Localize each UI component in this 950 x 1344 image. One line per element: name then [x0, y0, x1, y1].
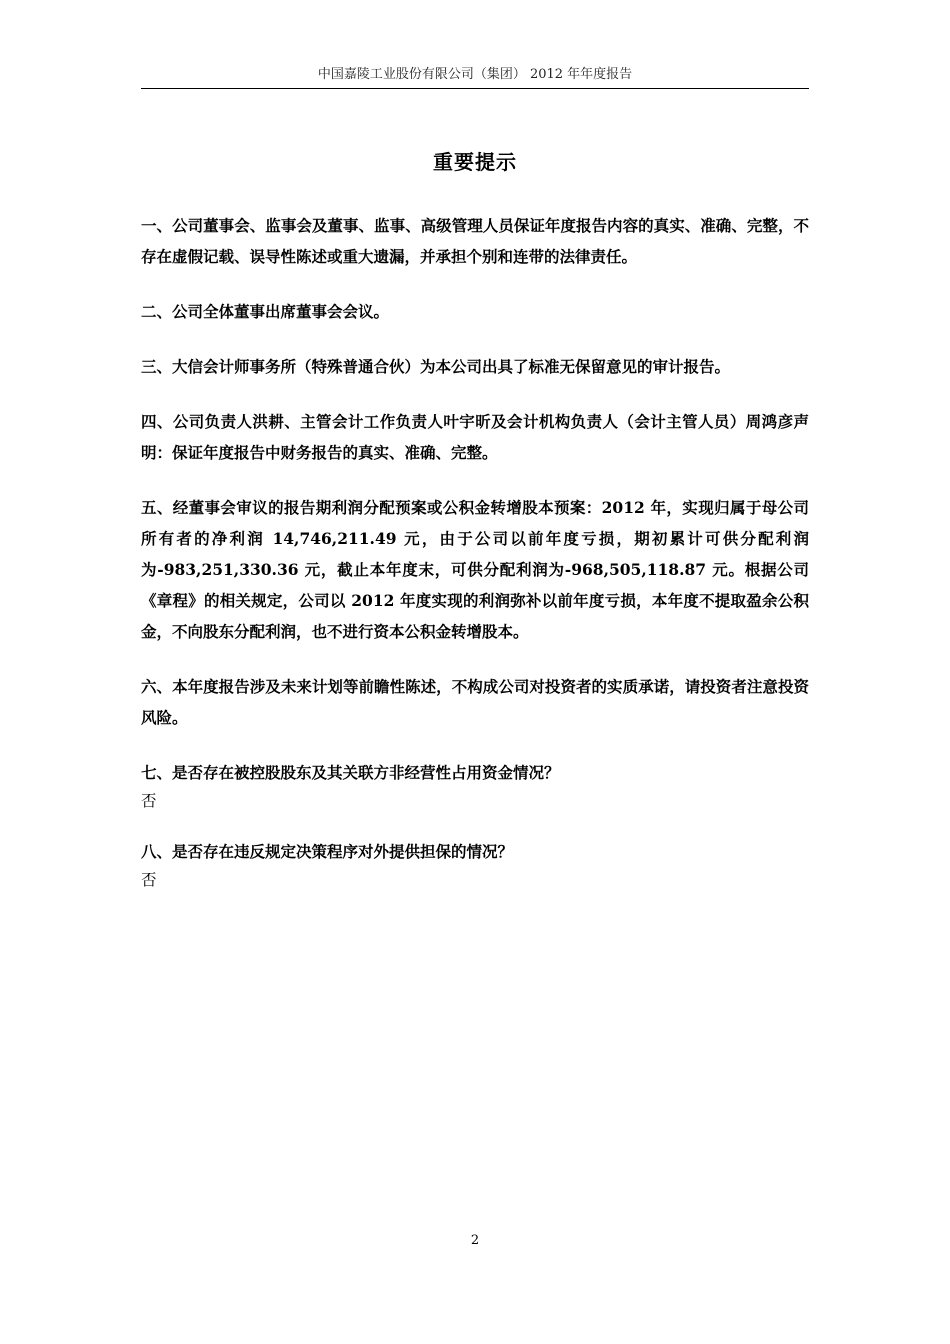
running-header: 中国嘉陵工业股份有限公司（集团） 2012 年年度报告: [317, 67, 633, 82]
notice-item-3: 三、大信会计师事务所（特殊普通合伙）为本公司出具了标准无保留意见的审计报告。: [141, 357, 731, 376]
notice-body: [141, 210, 809, 915]
notice-item-1: 一、公司董事会、监事会及董事、监事、高级管理人员保证年度报告内容的真实、准确、完整，不存在虚假记载、误导性陈述或重大遗漏，并承担个别和连带的法律责任。: [141, 216, 809, 266]
notice-item-7: 七、是否存在被控股股东及其关联方非经营性占用资金情况？: [141, 763, 560, 782]
notice-item-5: 五、经董事会审议的报告期利润分配预案或公积金转增股本预案：2012 年，实现归属于母公司所有者的净利润 14,746,211.49 元，由于公司以前年度亏损，期初累计可供分配利润为-983,251,330.36 元，截止本年度末，可供分配利润为-968,505,118.87 元。根据公司《章程》的相关规定，公司以 2012 年度实现的利润弥补以前年度亏损，本年度不提取盈余公积金，不向股东分配利润，也不进行资本公积金转增股本。: [141, 498, 809, 641]
page-title: 重要提示: [433, 150, 517, 174]
header-rule: [141, 88, 809, 89]
notice-item-4: 四、公司负责人洪耕、主管会计工作负责人叶宇昕及会计机构负责人（会计主管人员）周鸿彦声明：保证年度报告中财务报告的真实、准确、完整。: [141, 412, 809, 462]
notice-item-8: 八、是否存在违反规定决策程序对外提供担保的情况？: [141, 842, 514, 861]
notice-item-8-answer: 否: [141, 871, 157, 889]
notice-item-2: 二、公司全体董事出席董事会会议。: [141, 302, 390, 321]
page-number: 2: [470, 1233, 480, 1248]
notice-item-6: 六、本年度报告涉及未来计划等前瞻性陈述，不构成公司对投资者的实质承诺，请投资者注意投资风险。: [141, 677, 809, 727]
notice-item-7-answer: 否: [141, 792, 157, 810]
